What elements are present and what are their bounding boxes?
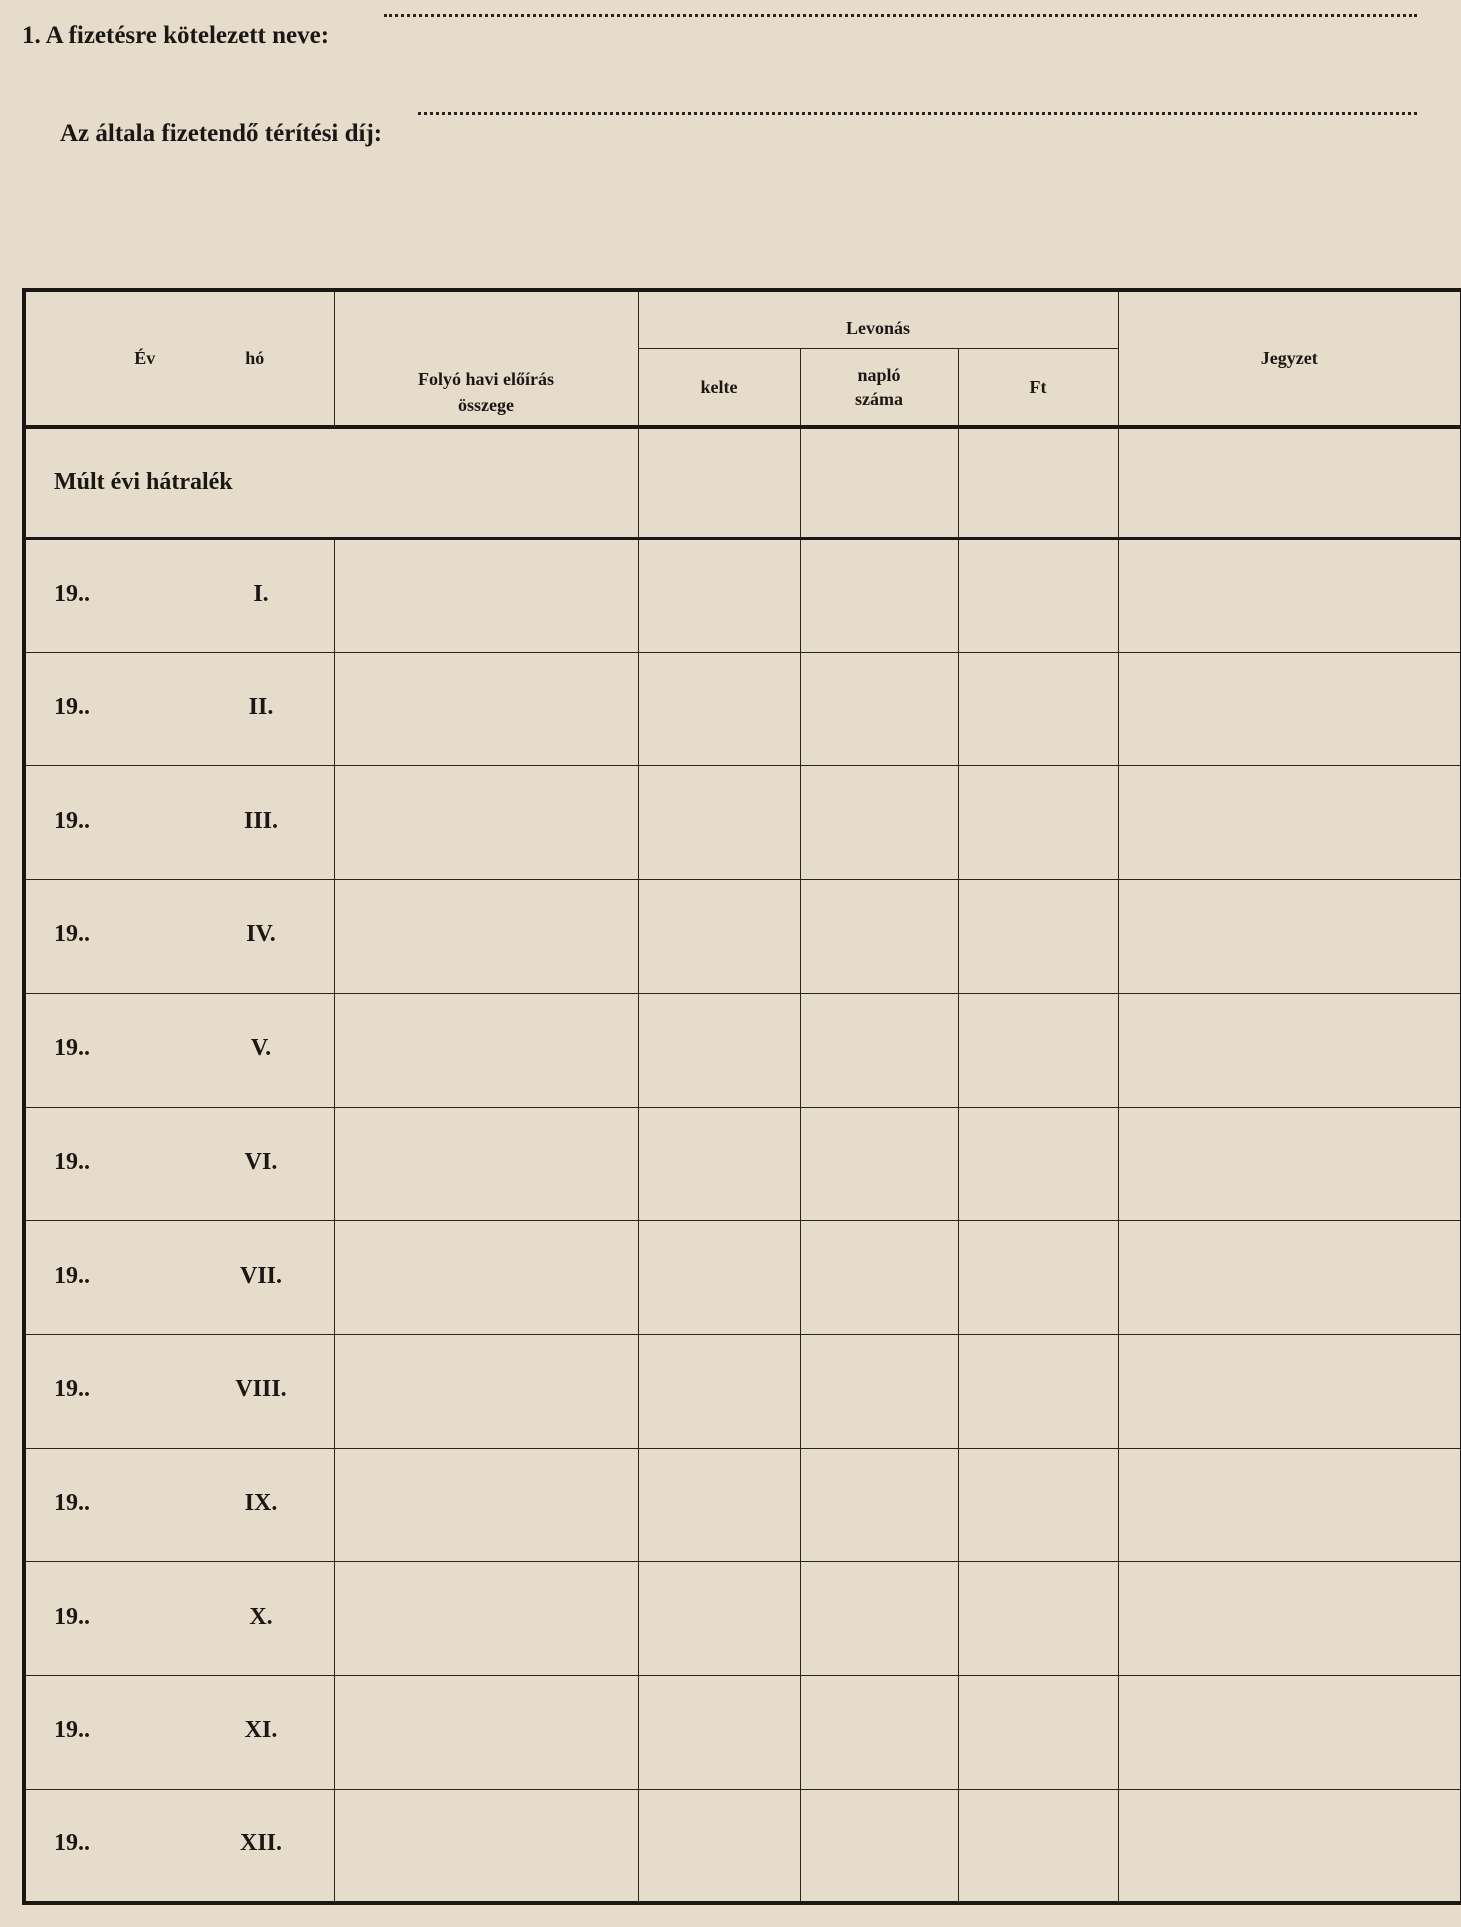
cell[interactable] bbox=[334, 1448, 638, 1562]
month-value: XI. bbox=[244, 1717, 278, 1744]
cell[interactable] bbox=[638, 1789, 800, 1903]
cell[interactable] bbox=[800, 1107, 958, 1221]
month-value: VII. bbox=[239, 1262, 282, 1289]
fee-dotted-line[interactable] bbox=[418, 112, 1417, 115]
month-value: III. bbox=[243, 807, 279, 834]
table-row bbox=[24, 1789, 1461, 1903]
cell[interactable] bbox=[958, 427, 1118, 539]
cell[interactable] bbox=[800, 880, 958, 994]
cell[interactable] bbox=[800, 766, 958, 880]
cell[interactable] bbox=[1118, 1448, 1461, 1562]
cell[interactable] bbox=[1118, 652, 1461, 766]
cell[interactable] bbox=[800, 1448, 958, 1562]
table-row bbox=[24, 539, 1461, 653]
table-row bbox=[24, 1562, 1461, 1676]
cell[interactable] bbox=[958, 1676, 1118, 1790]
month-value: I. bbox=[253, 580, 269, 607]
cell[interactable] bbox=[958, 1789, 1118, 1903]
cell[interactable] bbox=[334, 1789, 638, 1903]
table-row bbox=[24, 880, 1461, 994]
ev-ho-cell bbox=[24, 652, 334, 766]
cell[interactable] bbox=[1118, 993, 1461, 1107]
table-row bbox=[24, 1448, 1461, 1562]
cell[interactable] bbox=[638, 1448, 800, 1562]
year-value: 19.. bbox=[54, 807, 90, 834]
cell[interactable] bbox=[958, 652, 1118, 766]
header-ev-ho bbox=[24, 290, 334, 427]
ev-ho-cell bbox=[24, 1334, 334, 1448]
table-row bbox=[24, 1676, 1461, 1790]
ev-ho-cell bbox=[24, 766, 334, 880]
header-kelte: kelte bbox=[638, 348, 800, 426]
cell[interactable] bbox=[1118, 427, 1461, 539]
ev-ho-cell bbox=[24, 993, 334, 1107]
cell[interactable] bbox=[638, 1221, 800, 1335]
header-levonas: Levonás bbox=[638, 290, 1118, 348]
year-value: 19.. bbox=[54, 1717, 90, 1744]
payer-name-label: 1. A fizetésre kötelezett neve: bbox=[22, 22, 330, 49]
month-value: XII. bbox=[239, 1830, 282, 1857]
header-naplo-cell bbox=[800, 348, 958, 426]
month-rows bbox=[24, 539, 1461, 1903]
ev-ho-cell bbox=[24, 1562, 334, 1676]
year-value: 19.. bbox=[54, 1603, 90, 1630]
cell[interactable] bbox=[800, 1789, 958, 1903]
cell[interactable] bbox=[800, 427, 958, 539]
ledger-table bbox=[22, 288, 1461, 1905]
cell[interactable] bbox=[800, 1334, 958, 1448]
year-value: 19.. bbox=[54, 580, 90, 607]
cell[interactable] bbox=[958, 993, 1118, 1107]
ev-ho-cell bbox=[24, 1789, 334, 1903]
cell[interactable] bbox=[638, 993, 800, 1107]
mult-evi-hatralek bbox=[24, 427, 638, 539]
header-ft: Ft bbox=[958, 348, 1118, 426]
table-row bbox=[24, 1221, 1461, 1335]
year-value: 19.. bbox=[54, 694, 90, 721]
cell[interactable] bbox=[334, 1334, 638, 1448]
cell[interactable] bbox=[638, 427, 800, 539]
header-jegyzet: Jegyzet bbox=[1118, 290, 1461, 427]
header-ho: hó bbox=[245, 348, 265, 369]
table-row bbox=[24, 652, 1461, 766]
cell[interactable] bbox=[334, 993, 638, 1107]
cell[interactable] bbox=[958, 539, 1118, 653]
cell[interactable] bbox=[800, 993, 958, 1107]
cell[interactable] bbox=[800, 1562, 958, 1676]
cell[interactable] bbox=[1118, 1107, 1461, 1221]
header-folyo-text: Folyó havi előírás összege bbox=[418, 369, 554, 415]
header-folyo bbox=[334, 290, 638, 427]
cell[interactable] bbox=[1118, 1676, 1461, 1790]
cell[interactable] bbox=[800, 1221, 958, 1335]
cell[interactable] bbox=[958, 1107, 1118, 1221]
ev-ho-cell bbox=[24, 1107, 334, 1221]
month-value: IV. bbox=[246, 921, 276, 948]
cell[interactable] bbox=[958, 880, 1118, 994]
year-value: 19.. bbox=[54, 1490, 90, 1516]
cell[interactable] bbox=[1118, 1562, 1461, 1676]
cell[interactable] bbox=[638, 652, 800, 766]
year-value: 19.. bbox=[54, 1376, 90, 1403]
cell[interactable] bbox=[334, 652, 638, 766]
payer-name-dotted-line[interactable] bbox=[384, 14, 1417, 17]
cell[interactable] bbox=[958, 1448, 1118, 1562]
cell[interactable] bbox=[638, 766, 800, 880]
cell[interactable] bbox=[800, 1676, 958, 1790]
cell[interactable] bbox=[800, 652, 958, 766]
cell[interactable] bbox=[638, 1107, 800, 1221]
cell[interactable] bbox=[638, 1334, 800, 1448]
year-value: 19.. bbox=[54, 1035, 90, 1062]
cell[interactable] bbox=[638, 1676, 800, 1790]
year-value: 19.. bbox=[54, 1830, 90, 1857]
header-ev: Év bbox=[134, 348, 156, 369]
cell[interactable] bbox=[958, 1221, 1118, 1335]
table-row bbox=[24, 1334, 1461, 1448]
cell[interactable] bbox=[334, 1562, 638, 1676]
header-naplo: napló száma bbox=[855, 364, 903, 409]
month-value: IX. bbox=[244, 1490, 278, 1516]
cell[interactable] bbox=[1118, 1334, 1461, 1448]
ev-ho-cell bbox=[24, 1221, 334, 1335]
month-value: VI. bbox=[244, 1148, 278, 1175]
ev-ho-cell bbox=[24, 1448, 334, 1562]
cell[interactable] bbox=[800, 539, 958, 653]
cell[interactable] bbox=[334, 766, 638, 880]
cell[interactable] bbox=[1118, 539, 1461, 653]
cell[interactable] bbox=[638, 539, 800, 653]
cell[interactable] bbox=[1118, 766, 1461, 880]
ev-ho-cell bbox=[24, 880, 334, 994]
ev-ho-cell bbox=[24, 1676, 334, 1790]
table-row bbox=[24, 993, 1461, 1107]
cell[interactable] bbox=[334, 1676, 638, 1790]
ev-ho-cell bbox=[24, 539, 334, 653]
cell[interactable] bbox=[334, 1107, 638, 1221]
cell[interactable] bbox=[958, 1562, 1118, 1676]
month-value: X. bbox=[249, 1603, 273, 1630]
month-value: II. bbox=[248, 694, 274, 721]
cell[interactable] bbox=[958, 1334, 1118, 1448]
table-row bbox=[24, 1107, 1461, 1221]
table-row bbox=[24, 766, 1461, 880]
cell[interactable] bbox=[638, 1562, 800, 1676]
month-value: V. bbox=[250, 1035, 272, 1062]
cell[interactable] bbox=[958, 766, 1118, 880]
month-value: VIII. bbox=[235, 1376, 287, 1403]
year-value: 19.. bbox=[54, 1148, 90, 1175]
cell[interactable] bbox=[334, 1221, 638, 1335]
year-value: 19.. bbox=[54, 921, 90, 948]
fee-label: Az általa fizetendő térítési díj: bbox=[60, 120, 383, 147]
cell[interactable] bbox=[334, 539, 638, 653]
cell[interactable] bbox=[1118, 1221, 1461, 1335]
year-value: 19.. bbox=[54, 1262, 90, 1289]
cell[interactable] bbox=[638, 880, 800, 994]
cell[interactable] bbox=[334, 880, 638, 994]
mult-evi-label: Múlt évi hátralék bbox=[54, 469, 233, 496]
cell[interactable] bbox=[1118, 880, 1461, 994]
cell[interactable] bbox=[1118, 1789, 1461, 1903]
